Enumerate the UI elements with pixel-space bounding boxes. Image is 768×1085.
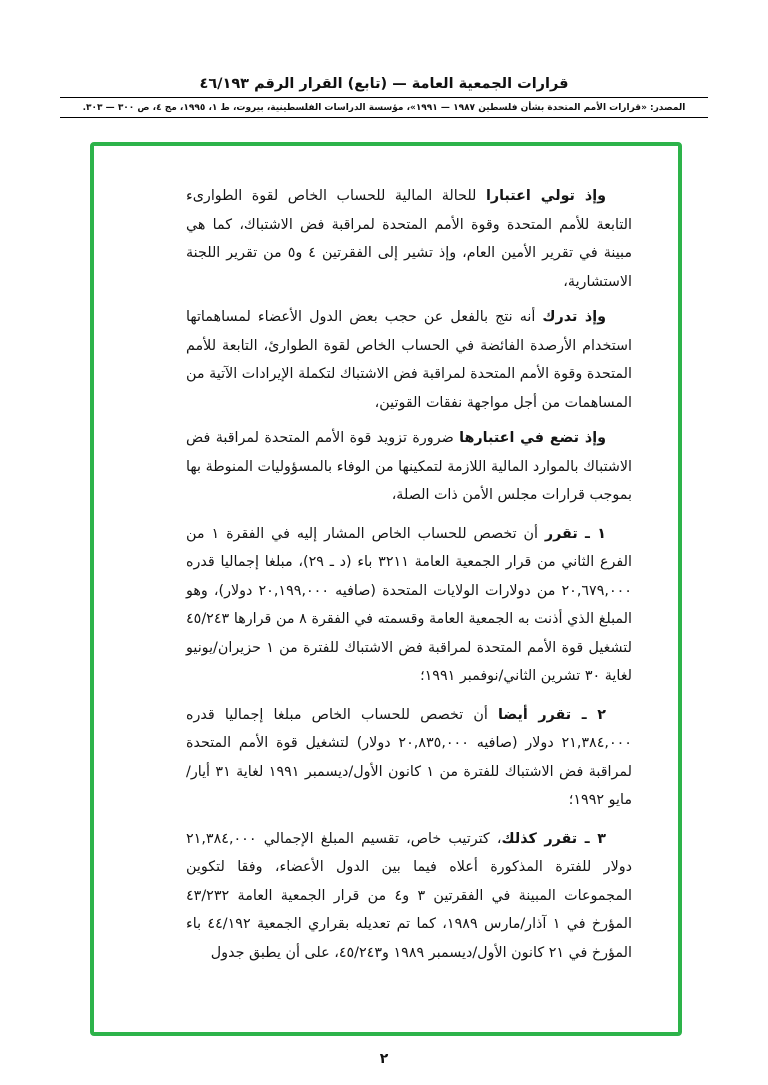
paragraph-lead: وإذ تضع في اعتبارها: [459, 430, 606, 446]
paragraph-text: ضرورة تزويد قوة الأمم المتحدة لمراقبة فض الاشتباك بالموارد المالية اللازمة لتمكينها من الوفاء بالمسؤوليات المنوطة بها بموجب قرارات مجلس الأمن ذات الصلة،: [186, 430, 632, 503]
source-line: المصدر: «قرارات الأمم المتحدة بشأن فلسطين ١٩٨٧ — ١٩٩١»، مؤسسة الدراسات الفلسطينية، بيروت، ط ١، ١٩٩٥، مج ٤، ص ٣٠٠ — ٣٠٣.: [82, 103, 686, 113]
paragraph-lead: وإذ تدرك: [542, 309, 606, 325]
paragraph-preamble-1: [186, 182, 632, 296]
page-number: ٢: [379, 1051, 389, 1067]
paragraph-lead: ١ ـ تقرر: [544, 525, 607, 542]
paragraph-text: أنه نتج بالفعل عن حجب بعض الدول الأعضاء لمساهماتها استخدام الأرصدة الفائضة في الحساب الخاص لقوة الطوارئ، التابعة للأمم المتحدة وقوة الأمم المتحدة لمراقبة فض الاشتباك لتكملة الإيرادات الآتية من المساهمات من أجل مواجهة نفقات القوتين،: [186, 309, 632, 411]
page-header: [0, 0, 768, 118]
paragraph-text: أن تخصص للحساب الخاص مبلغا إجماليا قدره ٢١,٣٨٤,٠٠٠ دولار (صافيه ٢٠,٨٣٥,٠٠٠ دولار) لتشغيل قوة الأمم المتحدة لمراقبة فض الاشتباك للفترة من ١ كانون الأول/ديسمبر ١٩٩١ لغاية ٣١ أيار/مايو ١٩٩٢؛: [186, 706, 633, 808]
paragraph-lead: ٣ ـ تقرر كذلك: [501, 830, 607, 847]
paragraph-operative-2: [186, 701, 632, 815]
header-divider-top: [60, 97, 708, 98]
paragraph-text: أن تخصص للحساب الخاص المشار إليه في الفقرة ١ من الفرع الثاني من قرار الجمعية العامة ٣٢١١ باء (د ـ ٢٩)، مبلغا إجماليا قدره ٢٠,٦٧٩,٠٠٠ من دولارات الولايات المتحدة (صافيه ٢٠,١٩٩,٠٠٠ دولار)، وهو المبلغ الذي أذنت به الجمعية العامة وقسمته في الفقرة ٨ من قرارها ٤٥/٢٤٣ لتشغيل قوة الأمم المتحدة لمراقبة فض الاشتباك للفترة من ١ حزيران/يونيو لغاية ٣٠ تشرين الثاني/نوفمبر ١٩٩١؛: [186, 525, 633, 684]
document-title: قرارات الجمعية العامة — (تابع) القرار الرقم ٤٦/١٩٣: [199, 76, 569, 92]
paragraph-preamble-3: [186, 424, 632, 510]
paragraph-lead: ٢ ـ تقرر أيضا: [498, 706, 606, 723]
paragraph-text: للحالة المالية للحساب الخاص لقوة الطوارىء التابعة للأمم المتحدة وقوة الأمم المتحدة لمراقبة فض الاشتباك، كما هي مبينة في تقرير الأمين العام، وإذ تشير إلى الفقرتين ٤ و٥ من تقرير اللجنة الاستشارية،: [186, 188, 633, 290]
page-footer: [0, 1048, 768, 1067]
paragraph-lead: وإذ تولي اعتبارا: [485, 188, 606, 204]
resolution-body: [94, 146, 678, 967]
header-divider-bottom: [60, 117, 708, 118]
paragraph-operative-3: [186, 825, 632, 968]
paragraph-operative-1: [186, 520, 632, 691]
paragraph-preamble-2: [186, 303, 632, 417]
paragraph-text: ، كترتيب خاص، تقسيم المبلغ الإجمالي ٢١,٣٨٤,٠٠٠ دولار للفترة المذكورة أعلاه فيما بين الدول الأعضاء، وفقا لتكوين المجموعات المبينة في الفقرتين ٣ و٤ من قرار الجمعية العامة ٤٣/٢٣٢ المؤرخ في ١ آذار/مارس ١٩٨٩، كما تم تعديله بقراري الجمعية ٤٤/١٩٢ باء المؤرخ في ٢١ كانون الأول/ديسمبر ١٩٨٩ و٤٥/٢٤٣، على أن يطبق جدول: [186, 830, 633, 961]
resolution-text-box: [90, 142, 682, 1036]
